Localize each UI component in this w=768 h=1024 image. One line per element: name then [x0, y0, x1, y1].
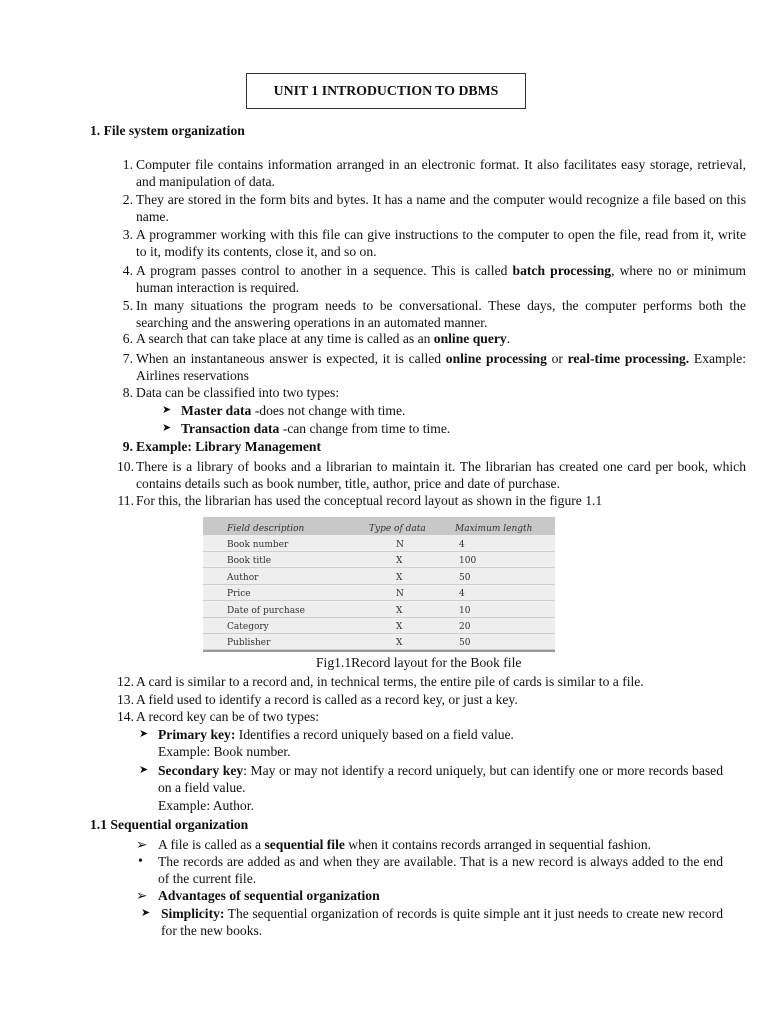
arrowhead-bullet-icon: ➤ [139, 764, 149, 776]
arrow-bullet-icon: ➢ [136, 837, 148, 852]
list-item: 2. They are stored in the form bits and bytes. It has a name and the computer would recognize a file based on this name. [122, 192, 746, 225]
arrowhead-bullet-icon: ➤ [139, 728, 149, 740]
record-layout-figure [203, 517, 555, 652]
table-cell: Date of purchase [227, 605, 306, 616]
list-item: • The records are added as and when they are available. That is a new record is always added to the end of the current file. [138, 854, 723, 887]
dot-bullet-icon: • [138, 854, 143, 869]
list-item: ➢ A file is called as a sequential file when it contains records arranged in sequential fashion. [136, 837, 652, 852]
list-item: 12. A card is similar to a record and, in technical terms, the entire pile of cards is similar to a file. [117, 674, 644, 689]
list-item: ➤ Primary key: Identifies a record uniquely based on a field value. Example: Book number. [139, 727, 514, 760]
list-item: 13. A field used to identify a record is called as a record key, or just a key. [117, 692, 518, 707]
table-cell: N [396, 589, 404, 600]
section-heading-file-system: 1. File system organization [90, 123, 245, 138]
table-cell: 4 [459, 540, 465, 550]
list-item: 10. There is a library of books and a librarian to maintain it. The librarian has created one card per book, which contains details such as book number, title, author, price and date of purchase. [117, 459, 746, 492]
arrowhead-bullet-icon: ➤ [162, 404, 172, 416]
list-item: 14. A record key can be of two types: [117, 709, 320, 724]
list-item: 7. When an instantaneous answer is expected, it is called online processing or real-time processing. Example: Airlines reservations [122, 351, 746, 384]
list-item: 11. For this, the librarian has used the conceptual record layout as shown in the figure 1.1 [117, 493, 603, 508]
list-item: ➢ Advantages of sequential organization [136, 888, 380, 903]
table-cell: X [396, 572, 403, 583]
list-item: 9. Example: Library Management [122, 439, 322, 454]
list-item: ➤ Secondary key: May or may not identify a record uniquely, but can identify one or more records based on a field value. Example: Author. [139, 763, 724, 813]
figure-header-row: Field description Type of data Maximum length [203, 517, 555, 535]
list-item: ➤ Master data -does not change with time. [162, 403, 406, 418]
list-item: ➤ Simplicity: The sequential organization of records is quite simple ant it just needs to create new record for the new books. [141, 906, 723, 939]
list-item: 8. Data can be classified into two types: [122, 385, 340, 400]
arrowhead-bullet-icon: ➤ [141, 907, 151, 919]
table-cell: Category [227, 622, 269, 632]
table-cell: Publisher [227, 638, 271, 649]
arrow-bullet-icon: ➢ [136, 888, 148, 903]
table-cell: 10 [459, 605, 471, 616]
table-cell: Author [227, 572, 259, 583]
list-item: 3. A programmer working with this file can give instructions to the computer to open the file, read from it, write to it, modify its contents, close it, and so on. [122, 227, 746, 260]
table-cell: X [396, 622, 403, 632]
page-title: UNIT 1 INTRODUCTION TO DBMS [246, 73, 526, 109]
table-cell: X [396, 605, 403, 616]
table-cell: X [396, 638, 403, 649]
list-item: 5. In many situations the program needs to be conversational. These days, the computer performs both the searching and the answering operations in an automated manner. [122, 298, 746, 331]
table-cell: Book number [227, 540, 289, 550]
table-cell: N [396, 540, 404, 550]
list-item: 1. Computer file contains information arranged in an electronic format. It also facilitates easy storage, retrieval, and manipulation of data. [122, 157, 746, 190]
list-item: 6. A search that can take place at any time is called as an online query. [122, 331, 511, 346]
section-heading-sequential: 1.1 Sequential organization [90, 817, 249, 832]
table-cell: 4 [459, 589, 465, 600]
arrowhead-bullet-icon: ➤ [162, 422, 172, 434]
figure-caption: Fig1.1Record layout for the Book file [316, 655, 522, 670]
list-item: 4. A program passes control to another in a sequence. This is called batch processing, where no or minimum human interaction is required. [122, 263, 746, 296]
table-cell: Price [227, 589, 251, 600]
table-cell: 50 [459, 638, 471, 649]
table-cell: X [396, 556, 403, 567]
table-cell: 50 [459, 572, 471, 583]
table-cell: 100 [459, 556, 477, 567]
table-cell: Book title [227, 556, 272, 567]
table-cell: 20 [459, 622, 471, 632]
list-item: ➤ Transaction data -can change from time to time. [162, 421, 451, 436]
